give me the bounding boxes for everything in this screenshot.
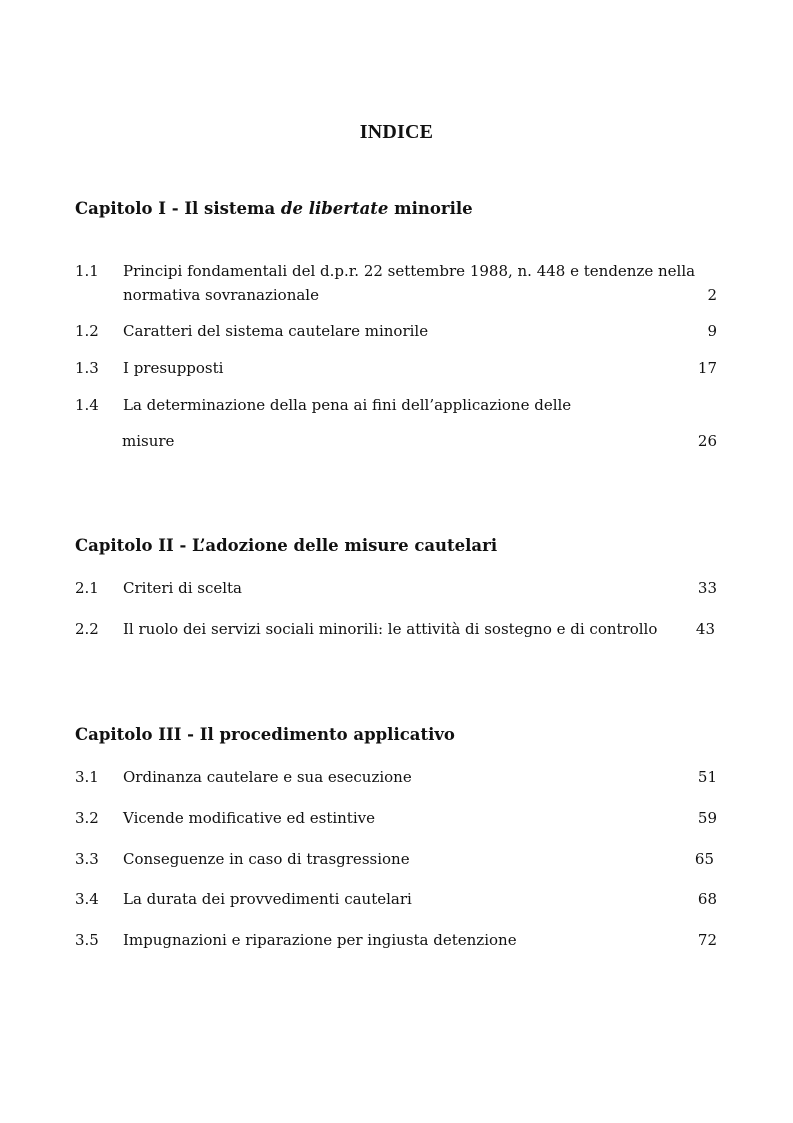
entry-title: I presupposti xyxy=(123,359,224,377)
entry-title-line1: Principi fondamentali del d.p.r. 22 settembre 1988, n. 448 e tendenze nella xyxy=(123,262,696,280)
entry-page-number: 43 xyxy=(695,620,715,638)
page-title: INDICE xyxy=(359,121,434,143)
entry-number: 2.1 xyxy=(75,579,99,597)
entry-page-number: 72 xyxy=(697,931,717,949)
entry-title: Criteri di scelta xyxy=(123,579,242,597)
entry-title: Il ruolo dei servizi sociali minorili: le attività di sostegno e di controllo xyxy=(123,620,658,638)
entry-page-number: 26 xyxy=(697,432,717,450)
chapter-heading-1-pre: Capitolo I - Il sistema xyxy=(75,199,281,218)
entry-number: 3.3 xyxy=(75,850,99,868)
entry-number: 3.1 xyxy=(75,768,99,786)
chapter-heading-3: Capitolo III - Il procedimento applicativo xyxy=(75,725,455,744)
chapter-heading-2: Capitolo II - L’adozione delle misure cautelari xyxy=(75,536,498,555)
entry-title: Impugnazioni e riparazione per ingiusta detenzione xyxy=(123,931,517,949)
entry-title: Caratteri del sistema cautelare minorile xyxy=(123,322,429,340)
entry-number: 3.5 xyxy=(75,931,99,949)
chapter-heading-1-italic: de libertate xyxy=(280,199,389,218)
entry-number: 2.2 xyxy=(75,620,99,638)
entry-page-number: 33 xyxy=(697,579,717,597)
entry-title-line2: misure xyxy=(122,432,175,450)
entry-title-line1: La determinazione della pena ai fini dell’applicazione delle xyxy=(123,396,572,414)
entry-title: Ordinanza cautelare e sua esecuzione xyxy=(123,768,412,786)
entry-page-number: 9 xyxy=(707,322,717,340)
entry-page-number: 59 xyxy=(697,809,717,827)
chapter-heading-1-post: minorile xyxy=(388,199,473,218)
entry-number: 3.2 xyxy=(75,809,99,827)
entry-number: 1.1 xyxy=(75,262,99,280)
entry-title: La durata dei provvedimenti cautelari xyxy=(123,890,412,908)
entry-page-number: 65 xyxy=(694,850,714,868)
chapter-heading-1 xyxy=(75,199,473,218)
entry-page-number: 17 xyxy=(697,359,717,377)
entry-page-number: 51 xyxy=(697,768,717,786)
entry-number: 1.4 xyxy=(75,396,99,414)
entry-title: Conseguenze in caso di trasgressione xyxy=(123,850,410,868)
entry-title: Vicende modificative ed estintive xyxy=(123,809,375,827)
entry-page-number: 2 xyxy=(707,286,717,304)
entry-title-line2: normativa sovranazionale xyxy=(123,286,319,304)
entry-number: 3.4 xyxy=(75,890,99,908)
entry-page-number: 68 xyxy=(697,890,717,908)
entry-number: 1.2 xyxy=(75,322,99,340)
entry-number: 1.3 xyxy=(75,359,99,377)
